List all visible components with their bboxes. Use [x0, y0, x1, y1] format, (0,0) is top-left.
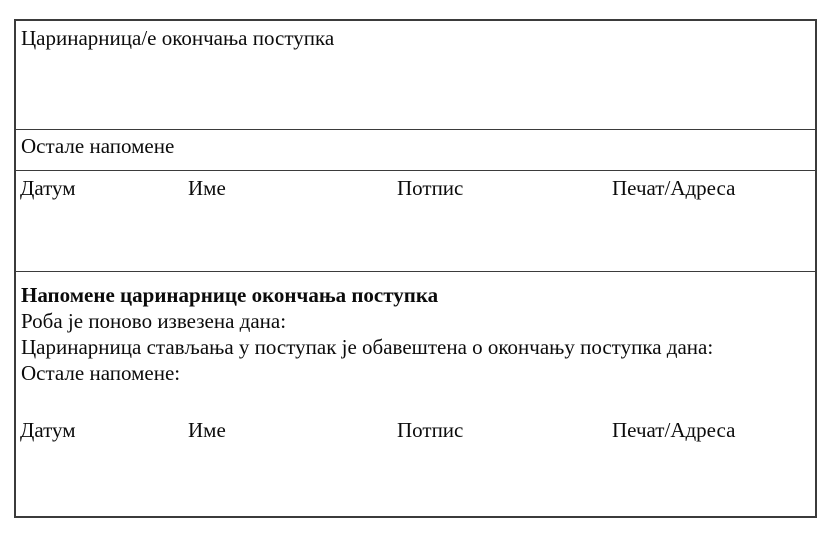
- date-label-bottom: Датум: [20, 418, 76, 442]
- section-other-remarks: [16, 130, 815, 171]
- office-notified-line: Царинарница стављања у поступак је обавештена о окончању поступка дана:: [21, 335, 714, 359]
- section-closing-remarks: [16, 272, 815, 515]
- signature-row-top: [16, 171, 815, 272]
- other-remarks-line: Остале напомене:: [21, 361, 181, 385]
- stamp-address-label-bottom: Печат/Адреса: [612, 418, 736, 442]
- date-label-top: Датум: [20, 176, 76, 200]
- name-label-top: Име: [188, 176, 226, 200]
- signature-row-bottom: [16, 417, 815, 443]
- signature-label-bottom: Потпис: [397, 418, 464, 442]
- other-remarks-label: Остале напомене: [21, 134, 175, 158]
- name-label-bottom: Име: [188, 418, 226, 442]
- reexported-date-line: Роба је поново извезена дана:: [21, 309, 287, 333]
- stamp-address-label-top: Печат/Адреса: [612, 176, 736, 200]
- signature-label-top: Потпис: [397, 176, 464, 200]
- discharge-office-label: Царинарница/е окончања поступка: [21, 26, 335, 50]
- closing-remarks-heading: Напомене царинарнице окончања поступка: [21, 283, 439, 307]
- customs-form-table: [14, 19, 817, 518]
- section-discharge-office: [16, 21, 815, 130]
